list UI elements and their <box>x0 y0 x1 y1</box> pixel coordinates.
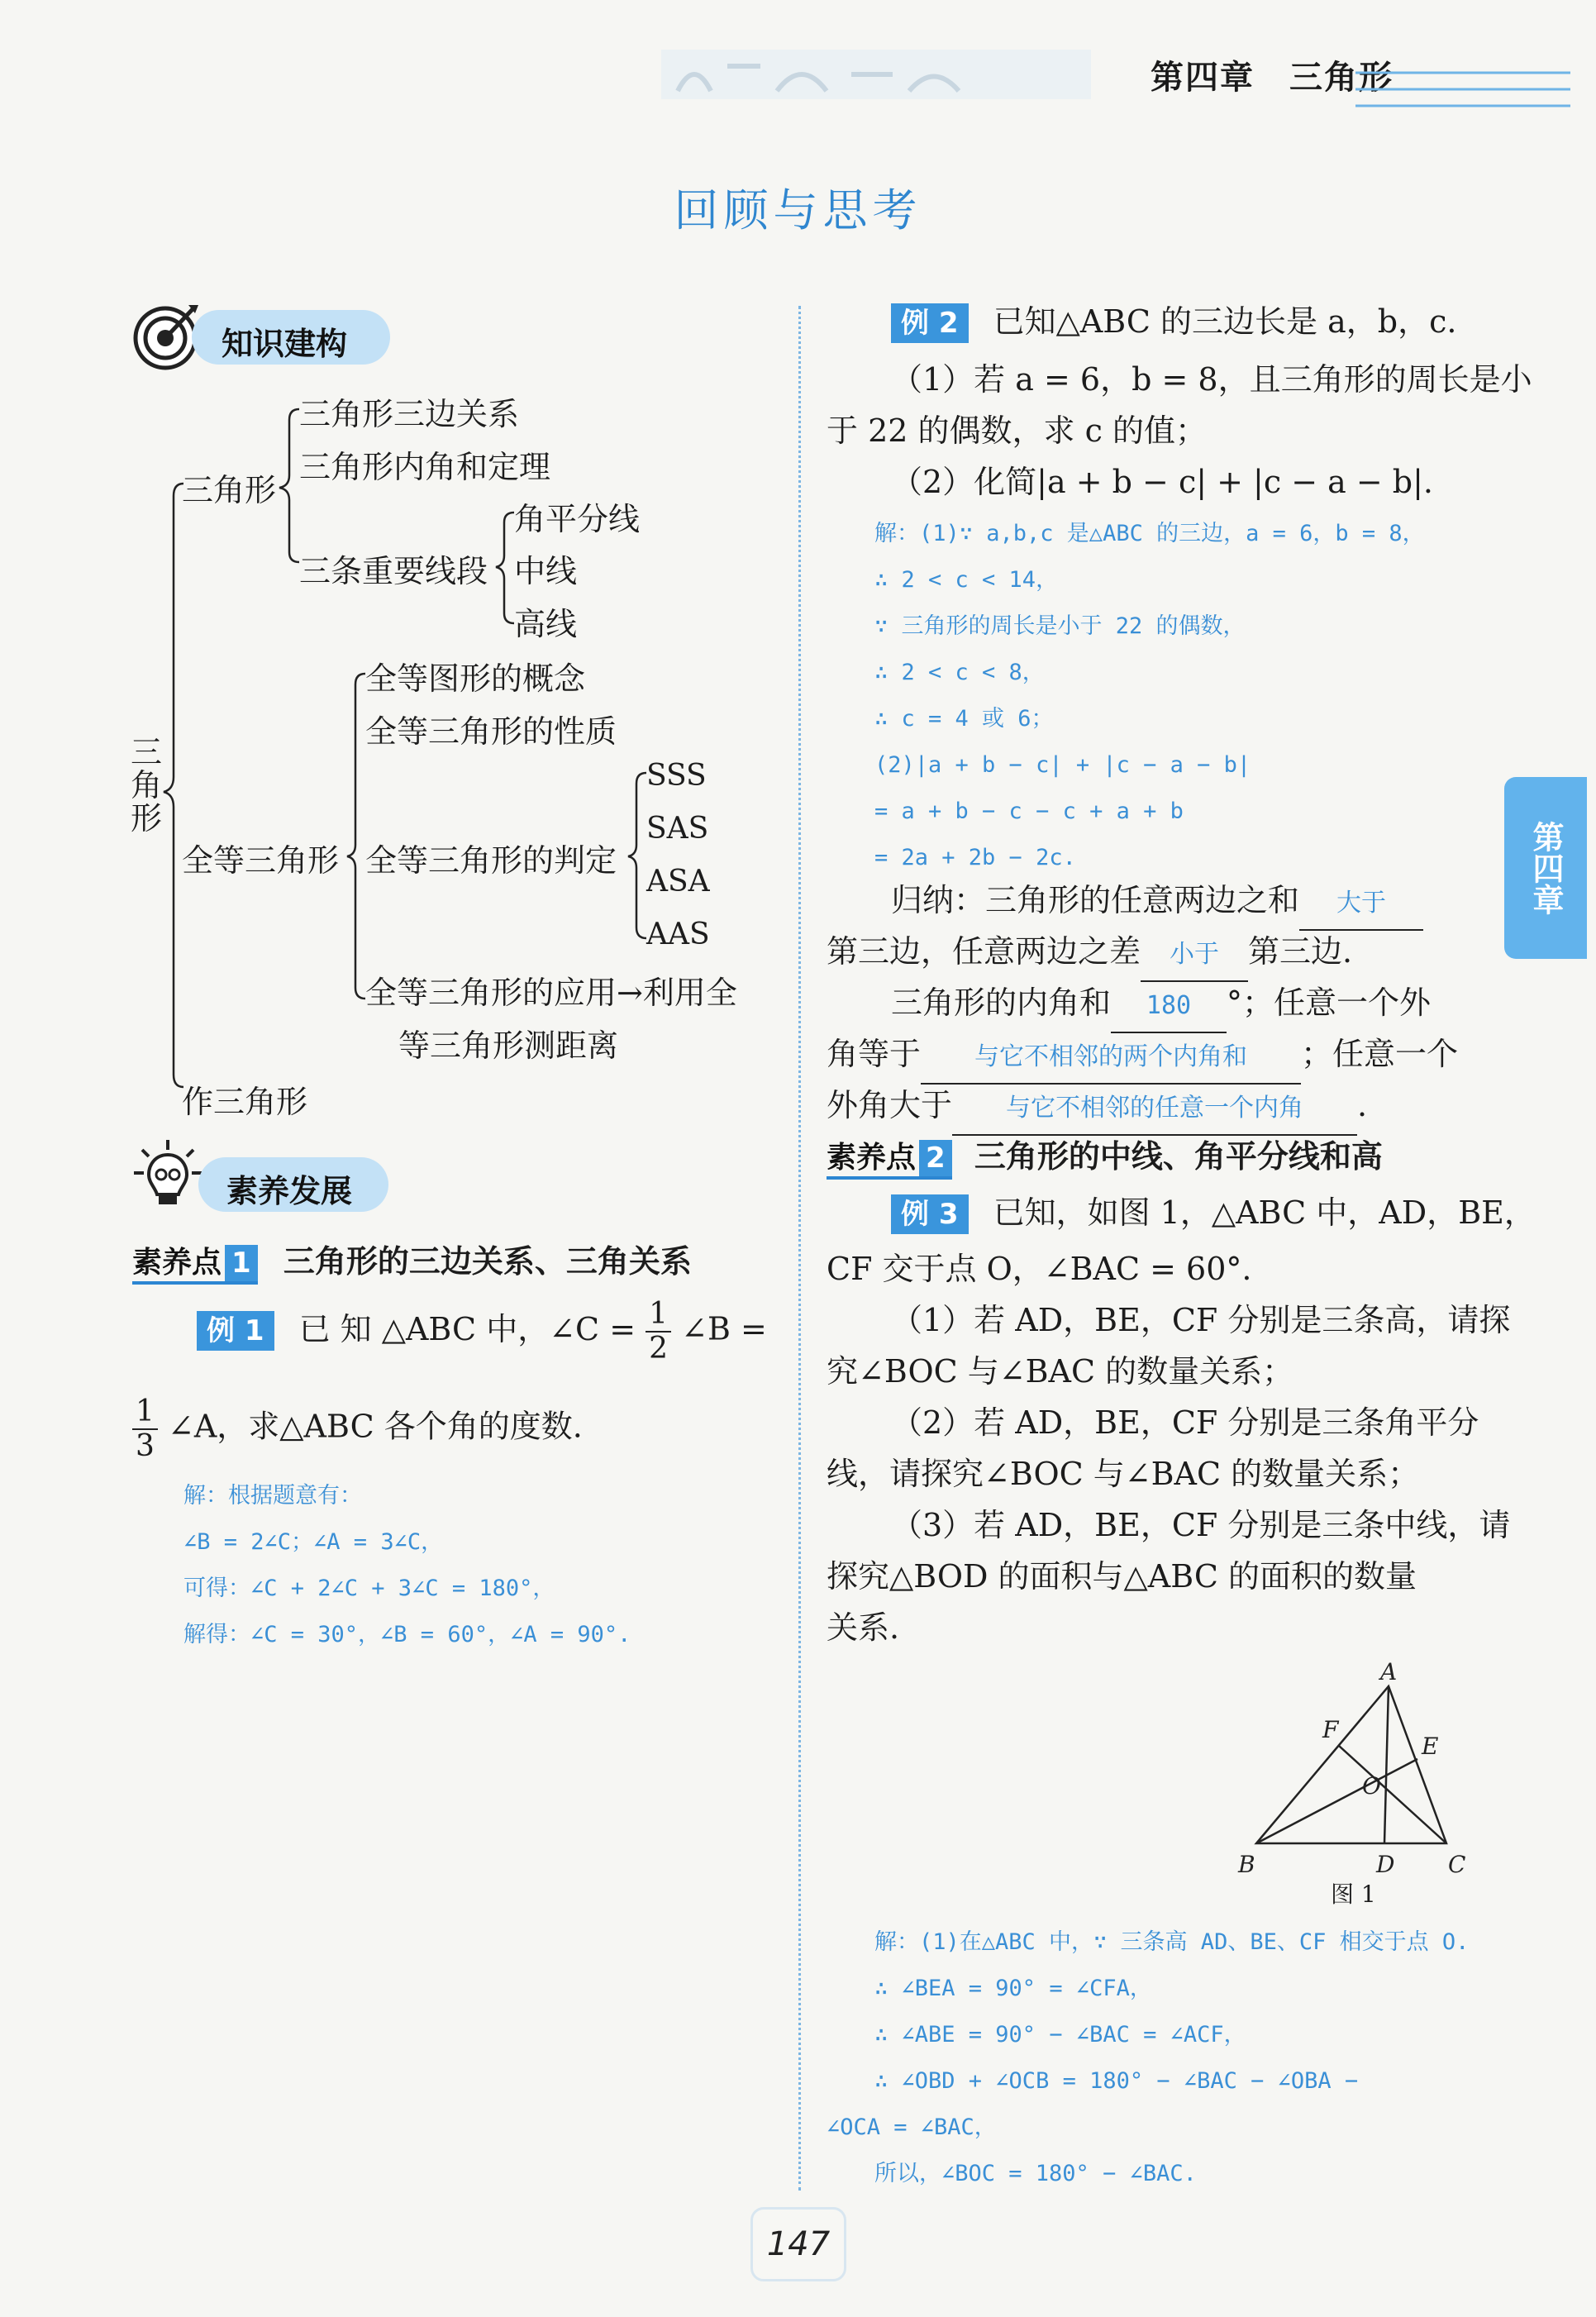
figure-caption: 图 1 <box>1331 1881 1376 1908</box>
figure-label-e: E <box>1422 1733 1439 1760</box>
example-2-intro <box>891 296 1456 347</box>
example-1-tag: 例 1 <box>197 1311 274 1351</box>
chapter-header-title: 第四章 三角形 <box>1151 59 1394 97</box>
example-3-solution <box>827 1919 1469 2197</box>
tree-branch2-item: 全等图形的概念 <box>365 660 586 697</box>
solution-line: ∠B = 2∠C；∠A = 3∠C， <box>183 1529 444 1555</box>
quality-point-2-label: 素养点 <box>827 1141 917 1175</box>
example-3-q3-line2: 探究△BOD 的面积与△ABC 的面积的数量 <box>827 1558 1417 1595</box>
tree-segment-item: 中线 <box>514 553 578 589</box>
summary-text: 三角形的内角和 <box>891 984 1112 1021</box>
tree-application-line1: 全等三角形的应用→利用全 <box>365 975 737 1011</box>
example-2-q1-line1: （1）若 a = 6，b = 8，且三角形的周长是小 <box>891 361 1532 398</box>
tree-criterion: SAS <box>646 812 709 846</box>
page-number: 147 <box>750 2207 846 2281</box>
tree-branch1-item: 三条重要线段 <box>299 553 488 589</box>
example-3-q2-line1: （2）若 AD，BE，CF 分别是三条角平分 <box>891 1404 1479 1441</box>
tree-branch2-item: 全等三角形的性质 <box>365 713 617 750</box>
fraction-one-third <box>132 1395 158 1463</box>
summary-line1 <box>891 875 1423 931</box>
summary-text: 角等于 <box>827 1036 922 1072</box>
tree-root: 三角形 <box>131 734 163 837</box>
quality-point-2-num: 2 <box>919 1140 952 1176</box>
tree-branch1-item: 三角形三边关系 <box>299 396 520 432</box>
example-1-line2 <box>132 1395 583 1463</box>
answer-blank: 180 <box>1111 980 1227 1033</box>
answer-blank: 与它不相邻的任意一个内角 <box>952 1083 1357 1136</box>
figure-label-a: A <box>1380 1658 1398 1685</box>
summary-text: . <box>1357 1087 1368 1123</box>
example-3-q3-line3: 关系. <box>827 1609 900 1646</box>
example-3-q3-line1: （3）若 AD，BE，CF 分别是三条中线，请 <box>891 1507 1511 1543</box>
example-1-solution <box>183 1473 631 1658</box>
solution-line: ∴ 2 < c < 8， <box>874 660 1045 685</box>
example-3-line1-text: 已知，如图 1，△ABC 中，AD，BE， <box>993 1194 1536 1231</box>
solution-line: 所以，∠BOC = 180° − ∠BAC. <box>874 2161 1197 2186</box>
fraction-numerator: 1 <box>132 1395 158 1430</box>
quality-point-2-tag <box>827 1134 952 1180</box>
quality-point-1-num: 1 <box>225 1245 258 1281</box>
figure-label-f: F <box>1322 1716 1339 1743</box>
tree-branch2-item: 全等三角形的判定 <box>365 842 617 879</box>
example-2-q1-line2: 于 22 的偶数，求 c 的值； <box>827 412 1207 449</box>
fraction-denominator: 3 <box>136 1429 155 1463</box>
fraction-numerator: 1 <box>646 1298 671 1333</box>
fraction-one-half <box>646 1298 671 1366</box>
solution-line: = a + b − c − c + a + b <box>874 799 1184 824</box>
page-title: 回顾与思考 <box>674 184 922 236</box>
fraction-denominator: 2 <box>649 1332 669 1366</box>
solution-line: ∵ 三角形的周长是小于 22 的偶数， <box>874 613 1246 639</box>
answer-blank: 大于 <box>1299 878 1423 931</box>
summary-text: 第三边，任意两边之差 <box>827 933 1141 970</box>
example-3-q1-line1: （1）若 AD，BE，CF 分别是三条高，请探 <box>891 1302 1511 1338</box>
solution-line: ∠OCA = ∠BAC， <box>827 2114 997 2140</box>
solution-line: ∴ ∠ABE = 90° − ∠BAC = ∠ACF， <box>874 2022 1246 2048</box>
figure-label-d: D <box>1376 1851 1395 1878</box>
quality-point-1-tag <box>132 1239 258 1285</box>
tree-branch1-item: 三角形内角和定理 <box>299 449 551 485</box>
summary-line5 <box>827 1080 1367 1136</box>
solution-line: 解：根据题意有： <box>183 1483 362 1509</box>
tree-segment-item: 高线 <box>514 606 578 642</box>
solution-line: ∴ ∠OBD + ∠OCB = 180° − ∠BAC − ∠OBA − <box>874 2068 1359 2094</box>
figure-label-c: C <box>1448 1851 1466 1878</box>
solution-line: 解得：∠C = 30°，∠B = 60°，∠A = 90°. <box>183 1622 631 1647</box>
summary-text: ；任意一个 <box>1301 1036 1459 1072</box>
summary-text: 外角大于 <box>827 1087 953 1123</box>
chapter-side-tab: 第四章 <box>1504 777 1587 959</box>
tree-branch3-label: 作三角形 <box>182 1084 308 1120</box>
header-lines-decoration <box>1355 56 1570 122</box>
example-1-text-b: ∠B = <box>681 1310 767 1347</box>
quality-point-1-title: 三角形的三边关系、三角关系 <box>283 1243 692 1280</box>
solution-line: 解：(1)∵ a,b,c 是△ABC 的三边，a = 6，b = 8， <box>874 521 1425 546</box>
example-2-tag: 例 2 <box>891 303 969 343</box>
summary-line4 <box>827 1028 1458 1085</box>
example-3-line1 <box>891 1187 1536 1238</box>
solution-line: 可得：∠C + 2∠C + 3∠C = 180°， <box>183 1576 555 1601</box>
tree-criterion: ASA <box>646 865 710 899</box>
quality-point-1-header <box>132 1236 692 1285</box>
quality-point-1-label: 素养点 <box>132 1246 222 1280</box>
tree-criterion: SSS <box>646 759 707 793</box>
example-1-text-c: ∠A，求△ABC 各个角的度数. <box>168 1408 583 1445</box>
column-divider <box>798 306 801 2191</box>
lightbulb-icon <box>131 1137 205 1211</box>
answer-blank: 小于 <box>1141 929 1248 982</box>
summary-text: 第三边. <box>1248 933 1353 970</box>
development-badge-label: 素养发展 <box>226 1173 353 1209</box>
development-badge <box>198 1157 388 1212</box>
figure-label-o: O <box>1362 1772 1381 1800</box>
triangle-figure <box>1232 1653 1479 1901</box>
example-3-q1-line2: 究∠BOC 与∠BAC 的数量关系； <box>827 1353 1294 1390</box>
example-1-line1 <box>197 1298 767 1366</box>
solution-line: ∴ 2 < c < 14， <box>874 567 1059 593</box>
tree-branch2-label: 全等三角形 <box>182 842 340 879</box>
example-2-solution <box>874 511 1425 881</box>
summary-line2 <box>827 926 1352 982</box>
example-1-text-a: 已 知 △ABC 中，∠C = <box>298 1310 636 1347</box>
example-3-line2: CF 交于点 O，∠BAC = 60°. <box>827 1251 1252 1287</box>
tree-segment-item: 角平分线 <box>514 501 641 537</box>
solution-line: ∴ ∠BEA = 90° = ∠CFA， <box>874 1976 1152 2001</box>
tree-branch1-label: 三角形 <box>182 472 277 508</box>
solution-line: ∴ c = 4 或 6； <box>874 706 1054 732</box>
example-3-tag: 例 3 <box>891 1194 969 1234</box>
tree-criterion: AAS <box>646 918 710 951</box>
quality-point-2-title: 三角形的中线、角平分线和高 <box>974 1138 1383 1175</box>
solution-line: 解：(1)在△ABC 中，∵ 三条高 AD、BE、CF 相交于点 O. <box>874 1929 1470 1955</box>
quality-point-2-header <box>827 1131 1383 1180</box>
summary-line3 <box>891 977 1431 1033</box>
summary-text: °；任意一个外 <box>1227 984 1432 1021</box>
example-2-intro-text: 已知△ABC 的三边长是 a，b，c. <box>993 303 1457 340</box>
tree-application-line2: 等三角形测距离 <box>398 1027 619 1064</box>
solution-line: = 2a + 2b − 2c. <box>874 845 1076 870</box>
knowledge-badge-label: 知识建构 <box>222 326 348 362</box>
example-2-q2: （2）化简|a + b − c| + |c − a − b|. <box>891 464 1433 500</box>
answer-blank: 与它不相邻的两个内角和 <box>921 1032 1301 1085</box>
figure-label-b: B <box>1238 1851 1255 1878</box>
example-3-q2-line2: 线，请探究∠BOC 与∠BAC 的数量关系； <box>827 1456 1420 1492</box>
summary-text: 归纳：三角形的任意两边之和 <box>891 882 1300 918</box>
solution-line: (2)|a + b − c| + |c − a − b| <box>874 752 1251 778</box>
